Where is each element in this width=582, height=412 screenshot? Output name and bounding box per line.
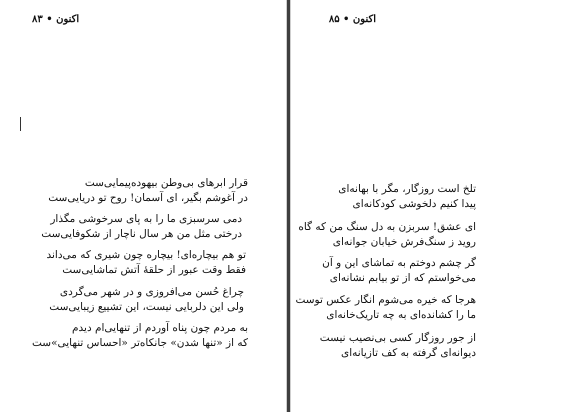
verse-line: به مردم چون پناه آوردم از تنهایی‌ام دیدم xyxy=(72,322,248,334)
verse-line: قرار ابرهای بی‌وطن بیهوده‌پیمایی‌ست xyxy=(84,177,248,189)
verse-line: ای عشق! سربزن به دل سنگ من که گاه xyxy=(298,221,476,233)
verse-line: پیدا کنیم دلخوشی کودکانه‌ای xyxy=(352,198,476,210)
verse-line: ما را کشانده‌ای به چه تاریک‌خانه‌ای xyxy=(326,309,476,321)
margin-mark xyxy=(20,117,21,131)
stanza xyxy=(295,293,476,323)
verse-line: تلخ است روزگار، مگر با بهانه‌ای xyxy=(338,183,476,195)
stanza xyxy=(41,212,242,242)
verse-line: روید ز سنگ‌فرش خیابان جوانه‌ای xyxy=(332,236,476,248)
verse-line: می‌خواستم که از تو بیابم نشانه‌ای xyxy=(329,272,476,284)
page-header: اکنون • ۸۵ xyxy=(328,14,376,25)
verse-line: گر چشم دوختم به تماشای این و آن xyxy=(322,257,476,269)
verse-line: چراغ حُسن می‌افروزی و در شهر می‌گردی xyxy=(59,286,244,298)
verse-line: درختی مثل من هر سال ناچار از شکوفایی‌ست xyxy=(41,228,242,240)
stanza xyxy=(48,176,248,206)
stanza xyxy=(46,248,246,278)
stanza xyxy=(298,220,476,250)
stanza xyxy=(320,331,476,361)
page-header: اکنون • ۸۳ xyxy=(32,14,80,25)
stanza xyxy=(322,256,476,286)
verse-line: دیوانه‌ای گرفته به کف تازیانه‌ای xyxy=(340,347,476,359)
verse-line: دمی سرسبزی ما را به پای سرخوشی مگذار xyxy=(50,213,242,225)
verse-line: در آغوشم بگیر، ای آسمان! روح تو دریایی‌ست xyxy=(48,192,248,204)
verse-line: هرجا که خیره می‌شوم انگار عکس توست xyxy=(295,294,476,306)
stanza xyxy=(338,182,476,212)
stanza xyxy=(32,321,248,351)
left-page xyxy=(0,0,287,412)
verse-line: از جور روزگار کسی بی‌نصیب نیست xyxy=(319,332,476,344)
stanza xyxy=(49,285,244,315)
verse-line: که از «تنها شدن» جانکاه‌تر «احساس تنهایی»ست xyxy=(31,337,248,349)
verse-line: فقط وقت عبور از حلقهٔ آتش تماشایی‌ست xyxy=(62,264,246,276)
right-page xyxy=(290,0,582,412)
verse-line: تو هم بیچاره‌ای! بیچاره چون شیری که می‌داند xyxy=(46,249,246,261)
verse-line: ولی این دلربایی نیست، این تشییع زیبایی‌ست xyxy=(49,301,244,313)
